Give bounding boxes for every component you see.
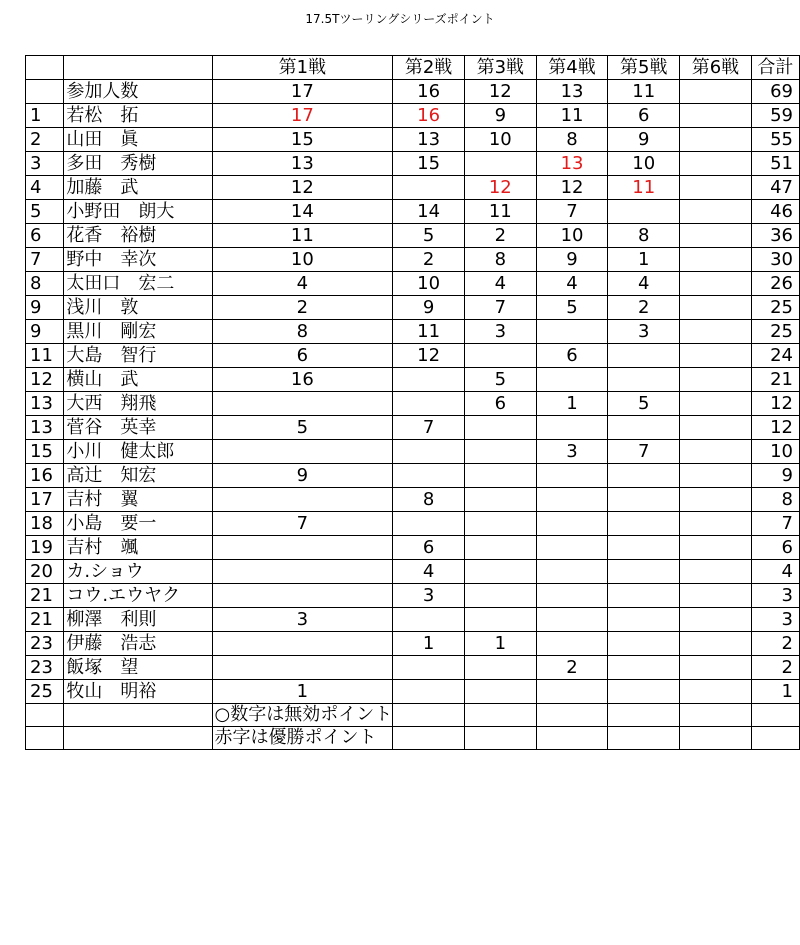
- score-cell: [464, 152, 536, 176]
- score-cell: 16: [393, 104, 465, 128]
- score-cell: [212, 488, 393, 512]
- participants-count: 17: [212, 80, 393, 104]
- score-cell: 1: [464, 632, 536, 656]
- score-cell: 14: [212, 200, 393, 224]
- score-cell: [393, 440, 465, 464]
- score-cell: [608, 512, 680, 536]
- rank-cell: 17: [26, 488, 64, 512]
- legend-note: 赤字は優勝ポイント: [212, 727, 393, 750]
- participants-count: 13: [536, 80, 608, 104]
- total-cell: 51: [751, 152, 799, 176]
- rank-cell: 25: [26, 680, 64, 704]
- score-cell: [608, 368, 680, 392]
- note-blank: [393, 704, 465, 727]
- score-cell: [536, 416, 608, 440]
- score-cell: 8: [393, 488, 465, 512]
- note-blank: [64, 704, 212, 727]
- total-cell: 4: [751, 560, 799, 584]
- score-cell: [680, 200, 752, 224]
- table-row: [26, 512, 800, 536]
- score-cell: [393, 392, 465, 416]
- rider-name: 伊藤 浩志: [64, 632, 212, 656]
- participants-count: 12: [464, 80, 536, 104]
- participants-count: [680, 80, 752, 104]
- header-round: 第6戦: [680, 56, 752, 80]
- table-row: [26, 656, 800, 680]
- score-cell: [536, 608, 608, 632]
- score-cell: [536, 464, 608, 488]
- score-cell: [680, 512, 752, 536]
- table-row: [26, 464, 800, 488]
- score-cell: 8: [608, 224, 680, 248]
- score-cell: [680, 560, 752, 584]
- rank-cell: 15: [26, 440, 64, 464]
- score-cell: 14: [393, 200, 465, 224]
- score-cell: 3: [536, 440, 608, 464]
- rider-name: 吉村 翼: [64, 488, 212, 512]
- header-rank: [26, 56, 64, 80]
- score-cell: 3: [608, 320, 680, 344]
- score-cell: 13: [212, 152, 393, 176]
- score-cell: 11: [212, 224, 393, 248]
- score-cell: [680, 272, 752, 296]
- rider-name: 小野田 朗大: [64, 200, 212, 224]
- total-cell: 8: [751, 488, 799, 512]
- score-cell: 5: [393, 224, 465, 248]
- rank-cell: 2: [26, 128, 64, 152]
- rank-cell: 7: [26, 248, 64, 272]
- score-cell: [608, 584, 680, 608]
- score-cell: [536, 536, 608, 560]
- table-row: [26, 536, 800, 560]
- score-cell: 6: [608, 104, 680, 128]
- rider-name: 高辻 知宏: [64, 464, 212, 488]
- rider-name: 横山 武: [64, 368, 212, 392]
- note-blank: [680, 727, 752, 750]
- score-cell: [608, 632, 680, 656]
- table-row: [26, 392, 800, 416]
- score-cell: 3: [212, 608, 393, 632]
- score-cell: 9: [608, 128, 680, 152]
- note-blank: [680, 704, 752, 727]
- note-row: [26, 727, 800, 750]
- note-blank: [751, 704, 799, 727]
- table-row: [26, 584, 800, 608]
- table-row: [26, 368, 800, 392]
- score-cell: 7: [536, 200, 608, 224]
- score-cell: 10: [464, 128, 536, 152]
- score-cell: 6: [464, 392, 536, 416]
- note-blank: [536, 727, 608, 750]
- score-cell: 2: [212, 296, 393, 320]
- score-cell: [680, 152, 752, 176]
- participants-count: 16: [393, 80, 465, 104]
- score-cell: [680, 392, 752, 416]
- score-cell: [464, 416, 536, 440]
- score-cell: 10: [536, 224, 608, 248]
- score-cell: [536, 560, 608, 584]
- header-round: 第4戦: [536, 56, 608, 80]
- score-cell: 9: [464, 104, 536, 128]
- total-cell: 59: [751, 104, 799, 128]
- score-cell: [608, 200, 680, 224]
- score-cell: 6: [212, 344, 393, 368]
- page-title: 17.5Tツーリングシリーズポイント: [305, 12, 495, 26]
- total-cell: 2: [751, 656, 799, 680]
- score-cell: 4: [536, 272, 608, 296]
- score-cell: [212, 536, 393, 560]
- total-cell: 12: [751, 392, 799, 416]
- total-cell: 3: [751, 608, 799, 632]
- score-cell: 11: [608, 176, 680, 200]
- score-cell: [536, 488, 608, 512]
- score-cell: [393, 680, 465, 704]
- rank-cell: 9: [26, 296, 64, 320]
- header-round: 第1戦: [212, 56, 393, 80]
- participants-row: [26, 80, 800, 104]
- score-cell: 3: [464, 320, 536, 344]
- score-cell: 2: [536, 656, 608, 680]
- score-cell: [393, 656, 465, 680]
- score-cell: 11: [393, 320, 465, 344]
- score-cell: 10: [393, 272, 465, 296]
- note-blank: [464, 727, 536, 750]
- rider-name: 飯塚 望: [64, 656, 212, 680]
- score-cell: 17: [212, 104, 393, 128]
- table-row: [26, 560, 800, 584]
- table-row: [26, 104, 800, 128]
- score-cell: [464, 464, 536, 488]
- score-cell: 2: [608, 296, 680, 320]
- score-cell: [680, 128, 752, 152]
- score-cell: [464, 536, 536, 560]
- rider-name: 太田口 宏二: [64, 272, 212, 296]
- rider-name: 加藤 武: [64, 176, 212, 200]
- score-cell: [608, 656, 680, 680]
- score-cell: [212, 632, 393, 656]
- rider-name: 小川 健太郎: [64, 440, 212, 464]
- total-cell: 26: [751, 272, 799, 296]
- rider-name: 野中 幸次: [64, 248, 212, 272]
- score-cell: 13: [536, 152, 608, 176]
- rank-cell: 23: [26, 632, 64, 656]
- rider-name: 花香 裕樹: [64, 224, 212, 248]
- total-cell: 24: [751, 344, 799, 368]
- table-row: [26, 248, 800, 272]
- table-row: [26, 272, 800, 296]
- score-cell: [536, 320, 608, 344]
- score-cell: [680, 344, 752, 368]
- score-cell: [680, 176, 752, 200]
- score-cell: [680, 368, 752, 392]
- score-cell: [464, 680, 536, 704]
- total-cell: 6: [751, 536, 799, 560]
- score-cell: [464, 440, 536, 464]
- score-cell: [680, 536, 752, 560]
- table-row: [26, 416, 800, 440]
- rank-cell: 11: [26, 344, 64, 368]
- rider-name: 浅川 敦: [64, 296, 212, 320]
- score-cell: [393, 464, 465, 488]
- rank-cell: 23: [26, 656, 64, 680]
- score-cell: [680, 224, 752, 248]
- score-cell: 7: [464, 296, 536, 320]
- score-cell: 1: [212, 680, 393, 704]
- score-cell: [680, 608, 752, 632]
- score-cell: 5: [464, 368, 536, 392]
- score-cell: [608, 536, 680, 560]
- note-blank: [26, 704, 64, 727]
- rank-cell: 5: [26, 200, 64, 224]
- rider-name: 黒川 剛宏: [64, 320, 212, 344]
- score-cell: 1: [608, 248, 680, 272]
- score-cell: [680, 416, 752, 440]
- total-cell: 25: [751, 296, 799, 320]
- table-row: [26, 296, 800, 320]
- score-cell: 6: [536, 344, 608, 368]
- table-row: [26, 224, 800, 248]
- score-cell: [680, 680, 752, 704]
- score-cell: 11: [464, 200, 536, 224]
- score-cell: [212, 584, 393, 608]
- rider-name: カ.ショウ: [64, 560, 212, 584]
- score-cell: [464, 656, 536, 680]
- rider-name: コウ.エウヤク: [64, 584, 212, 608]
- note-blank: [751, 727, 799, 750]
- rank-cell: 21: [26, 608, 64, 632]
- rank-cell: 13: [26, 392, 64, 416]
- note-blank: [26, 727, 64, 750]
- total-cell: 36: [751, 224, 799, 248]
- score-cell: [536, 632, 608, 656]
- total-cell: 55: [751, 128, 799, 152]
- total-cell: 47: [751, 176, 799, 200]
- score-cell: [393, 608, 465, 632]
- score-cell: 12: [212, 176, 393, 200]
- note-blank: [393, 727, 465, 750]
- score-cell: 8: [212, 320, 393, 344]
- score-cell: 13: [393, 128, 465, 152]
- score-cell: [393, 368, 465, 392]
- score-cell: 12: [393, 344, 465, 368]
- score-cell: [464, 584, 536, 608]
- participants-count: 11: [608, 80, 680, 104]
- rank-cell: 1: [26, 104, 64, 128]
- header-row: [26, 56, 800, 80]
- score-cell: 7: [393, 416, 465, 440]
- score-cell: 2: [393, 248, 465, 272]
- score-cell: 3: [393, 584, 465, 608]
- score-cell: [680, 248, 752, 272]
- score-cell: 8: [536, 128, 608, 152]
- score-cell: 4: [393, 560, 465, 584]
- score-cell: [536, 680, 608, 704]
- points-table: [25, 55, 800, 750]
- score-cell: [393, 512, 465, 536]
- score-cell: 4: [464, 272, 536, 296]
- score-cell: [212, 392, 393, 416]
- note-blank: [608, 704, 680, 727]
- rank-cell: 18: [26, 512, 64, 536]
- table-row: [26, 128, 800, 152]
- score-cell: [393, 176, 465, 200]
- header-round: 第2戦: [393, 56, 465, 80]
- header-round: 第5戦: [608, 56, 680, 80]
- total-cell: 12: [751, 416, 799, 440]
- total-cell: 30: [751, 248, 799, 272]
- score-cell: 11: [536, 104, 608, 128]
- score-cell: 1: [393, 632, 465, 656]
- total-cell: 2: [751, 632, 799, 656]
- rank-cell: 9: [26, 320, 64, 344]
- score-cell: [536, 584, 608, 608]
- rider-name: 大島 智行: [64, 344, 212, 368]
- score-cell: 15: [212, 128, 393, 152]
- total-cell: 25: [751, 320, 799, 344]
- score-cell: [212, 560, 393, 584]
- rank-cell: 6: [26, 224, 64, 248]
- score-cell: [212, 440, 393, 464]
- table-row: [26, 608, 800, 632]
- table-row: [26, 440, 800, 464]
- score-cell: [608, 416, 680, 440]
- score-cell: 16: [212, 368, 393, 392]
- rank-cell: 13: [26, 416, 64, 440]
- score-cell: [680, 656, 752, 680]
- score-cell: [608, 608, 680, 632]
- rider-name: 柳澤 利則: [64, 608, 212, 632]
- score-cell: [680, 320, 752, 344]
- note-blank: [536, 704, 608, 727]
- total-cell: 46: [751, 200, 799, 224]
- score-cell: 4: [212, 272, 393, 296]
- note-blank: [608, 727, 680, 750]
- score-cell: [464, 512, 536, 536]
- score-cell: [680, 488, 752, 512]
- score-cell: [464, 488, 536, 512]
- score-cell: [464, 344, 536, 368]
- total-cell: 10: [751, 440, 799, 464]
- score-cell: 7: [212, 512, 393, 536]
- legend-note: ○数字は無効ポイント: [212, 704, 393, 727]
- score-cell: [608, 560, 680, 584]
- rank-cell: 3: [26, 152, 64, 176]
- note-row: [26, 704, 800, 727]
- score-cell: 9: [393, 296, 465, 320]
- total-cell: 21: [751, 368, 799, 392]
- score-cell: 5: [608, 392, 680, 416]
- score-cell: 9: [536, 248, 608, 272]
- rank-cell: 21: [26, 584, 64, 608]
- table-row: [26, 200, 800, 224]
- header-name: [64, 56, 212, 80]
- score-cell: 1: [536, 392, 608, 416]
- rider-name: 牧山 明裕: [64, 680, 212, 704]
- rank-cell: 12: [26, 368, 64, 392]
- rank-cell: 4: [26, 176, 64, 200]
- note-blank: [64, 727, 212, 750]
- participants-label: 参加人数: [64, 80, 212, 104]
- score-cell: [680, 104, 752, 128]
- rank-cell: 19: [26, 536, 64, 560]
- score-cell: [680, 440, 752, 464]
- header-total: 合計: [751, 56, 799, 80]
- score-cell: [680, 296, 752, 320]
- score-cell: 12: [464, 176, 536, 200]
- score-cell: [536, 512, 608, 536]
- note-blank: [464, 704, 536, 727]
- total-cell: 7: [751, 512, 799, 536]
- score-cell: [680, 464, 752, 488]
- score-cell: [680, 584, 752, 608]
- score-cell: 6: [393, 536, 465, 560]
- total-cell: 9: [751, 464, 799, 488]
- score-cell: [212, 656, 393, 680]
- score-cell: 9: [212, 464, 393, 488]
- score-cell: [680, 632, 752, 656]
- rank-cell: 16: [26, 464, 64, 488]
- score-cell: [608, 344, 680, 368]
- score-cell: 5: [536, 296, 608, 320]
- score-cell: [608, 488, 680, 512]
- score-cell: [464, 560, 536, 584]
- table-row: [26, 488, 800, 512]
- rider-name: 若松 拓: [64, 104, 212, 128]
- table-row: [26, 680, 800, 704]
- table-row: [26, 176, 800, 200]
- rider-name: 山田 眞: [64, 128, 212, 152]
- rider-name: 吉村 颯: [64, 536, 212, 560]
- table-row: [26, 152, 800, 176]
- header-round: 第3戦: [464, 56, 536, 80]
- score-cell: 5: [212, 416, 393, 440]
- participants-total: 69: [751, 80, 799, 104]
- rank-cell: 20: [26, 560, 64, 584]
- score-cell: 2: [464, 224, 536, 248]
- score-cell: 10: [608, 152, 680, 176]
- score-cell: [608, 680, 680, 704]
- score-cell: 7: [608, 440, 680, 464]
- score-cell: 4: [608, 272, 680, 296]
- score-cell: [608, 464, 680, 488]
- total-cell: 1: [751, 680, 799, 704]
- rider-name: 菅谷 英幸: [64, 416, 212, 440]
- rider-name: 多田 秀樹: [64, 152, 212, 176]
- table-row: [26, 632, 800, 656]
- score-cell: 8: [464, 248, 536, 272]
- score-cell: 15: [393, 152, 465, 176]
- rider-name: 大西 翔飛: [64, 392, 212, 416]
- rank-cell: 8: [26, 272, 64, 296]
- rider-name: 小島 要一: [64, 512, 212, 536]
- score-cell: 10: [212, 248, 393, 272]
- score-cell: [464, 608, 536, 632]
- total-cell: 3: [751, 584, 799, 608]
- score-cell: [536, 368, 608, 392]
- table-row: [26, 344, 800, 368]
- score-cell: 12: [536, 176, 608, 200]
- participants-rank: [26, 80, 64, 104]
- table-row: [26, 320, 800, 344]
